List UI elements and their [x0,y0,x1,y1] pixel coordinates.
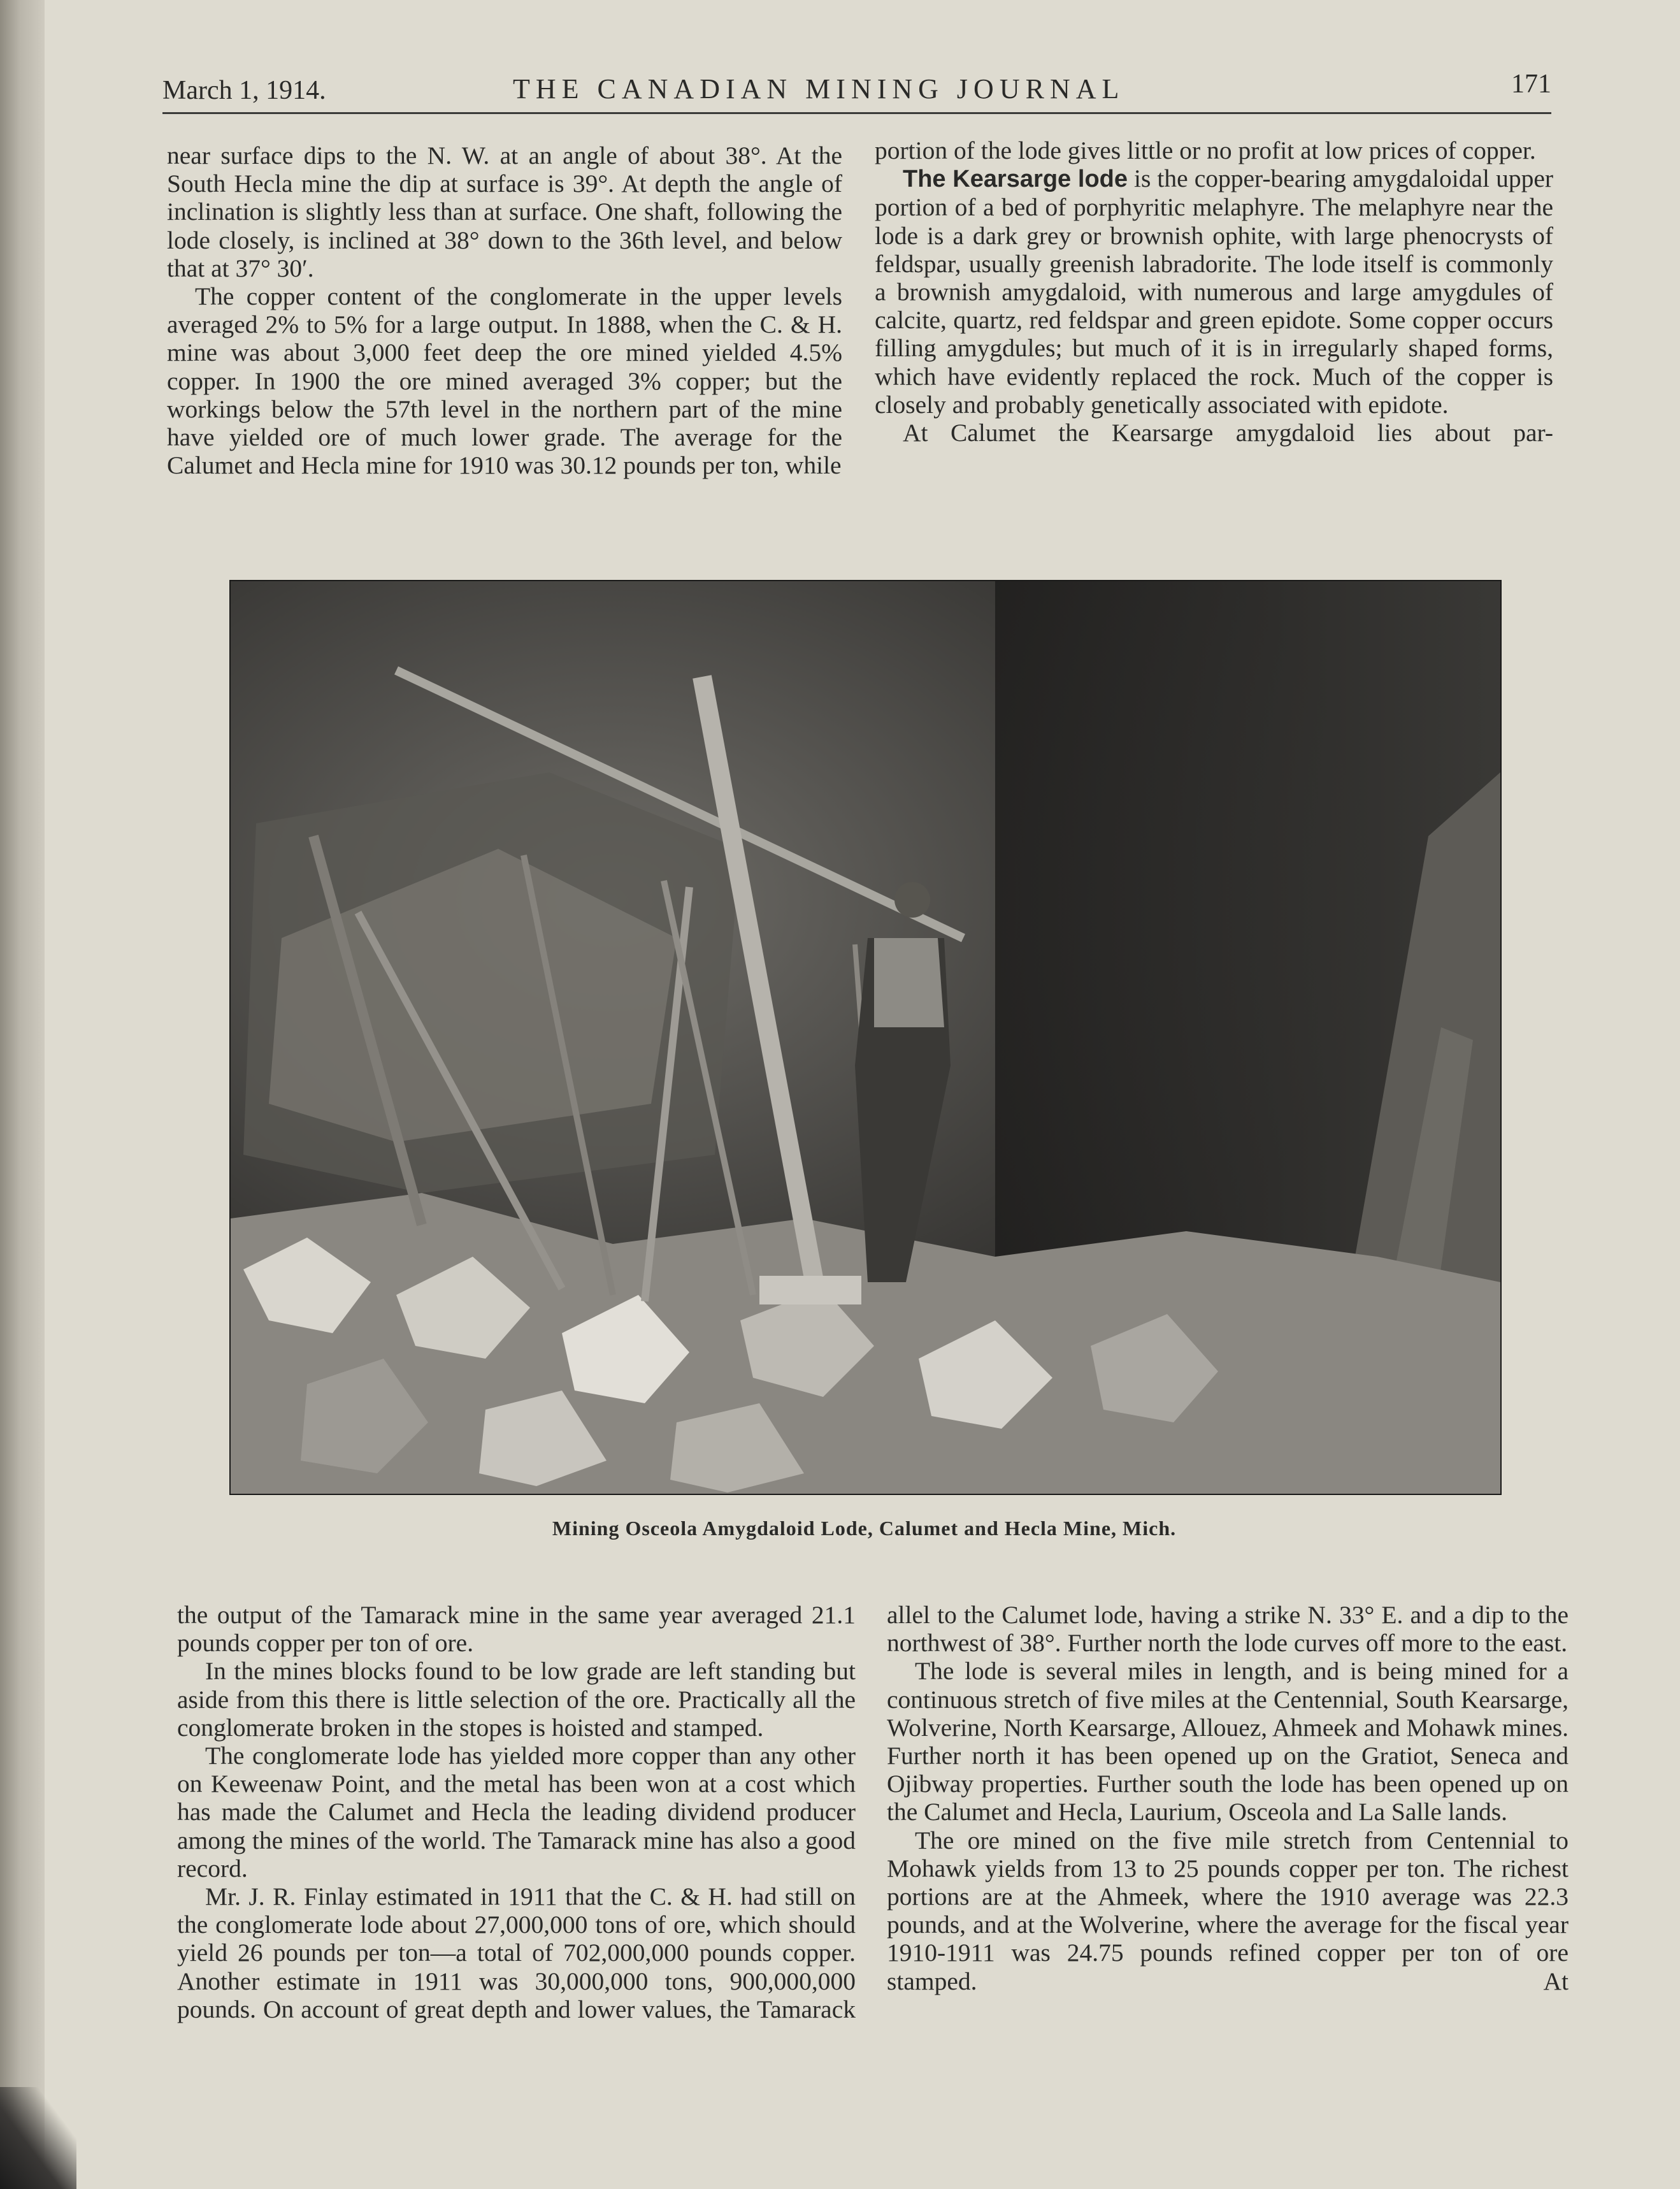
paragraph: The ore mined on the five mile stretch from Centennial to Mohawk yields from 13 to 25 pounds copper per ton. The richest portions are at the Ahmeek, where the 1910 average was 22.3 pounds, and at the Wolverine, where the average for the fiscal year 1910-1911 was 24.75 pounds refined copper per ton of ore stamped. At [887,1826,1569,1995]
paragraph: The conglomerate lode has yielded more copper than any other on Keweenaw Point, and the metal has been won at a cost which has made the Calumet and Hecla the leading dividend producer among the mines of the world. The Tamarack mine has also a good record. [177,1742,856,1882]
top-left-column [167,141,842,479]
running-head [162,69,1551,113]
paragraph: The lode is several miles in length, and is being mined for a continuous stretch of five miles at the Centennial, South Kearsarge, Wolverine, North Kearsarge, Allouez, Ahmeek and Mohawk mines. Further north it has been opened up on the Gratiot, Seneca and Ojibway properties. Further south the lode has been opened up on the Calumet and Hecla, Laurium, Osceola and La Salle lands. [887,1657,1569,1826]
paragraph: At Calumet the Kearsarge amygdaloid lies about par- [903,419,1553,447]
mine-photograph [229,580,1502,1495]
section-heading: The Kearsarge lode [903,166,1128,193]
mine-photo-illustration [231,581,1500,1494]
paragraph: Mr. J. R. Finlay estimated in 1911 that the C. & H. had still on the conglomerate lode about 27,000,000 tons of ore, which should yield 26 pounds per ton—a total of 702,000,000 pounds copper. Another estimate in 1911 was 30,000,000 tons, 900,000,000 pounds. On account of great depth and lower values, the Tamarack [177,1882,856,2023]
page-number: 171 [1511,69,1551,99]
binding-shadow [0,2087,76,2189]
paragraph: The copper content of the conglomerate in the upper levels averaged 2% to 5% for a large output. In 1888, when the C. & H. mine was about 3,000 feet deep the ore mined yielded 4.5% copper. In 1900 the ore mined averaged 3% copper; but the workings below the 57th level in the northern part of the mine have yielded ore of much lower grade. The average for the Calumet and Hecla mine for 1910 was 30.12 pounds per ton, while [167,282,842,480]
journal-title: THE CANADIAN MINING JOURNAL [513,73,1125,105]
header-rule [162,112,1551,114]
bottom-right-column [887,1601,1569,1995]
paragraph: near surface dips to the N. W. at an angle of about 38°. At the South Hecla mine the dip at surface is 39°. At depth the angle of inclination is slightly less than at surface. One shaft, following the lode closely, is inclined at 38° down to the 36th level, and below that at 37° 30′. [167,141,842,282]
paragraph: allel to the Calumet lode, having a strike N. 33° E. and a dip to the northwest of 38°. Further north the lode curves off more to the east. [887,1601,1569,1658]
paragraph: In the mines blocks found to be low grade are left standing but aside from this there is little selection of the ore. Practically all the conglomerate broken in the stopes is hoisted and stamped. [177,1657,856,1742]
book-spine [0,0,45,2189]
issue-date: March 1, 1914. [162,76,326,105]
photo-caption: Mining Osceola Amygdaloid Lode, Calumet and Hecla Mine, Mich. [552,1517,1177,1540]
paragraph: the output of the Tamarack mine in the same year averaged 21.1 pounds copper per ton of ore. [177,1601,856,1658]
paragraph-text: is the copper-bearing amygdaloidal upper portion of a bed of porphyritic melaphyre. The melaphyre near the lode is a dark grey or brownish ophite, with large phenocrysts of feldspar, usually greenish labradorite. The lode itself is commonly a brownish amygdaloid, with numerous and large amygdules of calcite, quartz, red feldspar and green epidote. Some copper occurs filling amygdules; but much of it is in irregularly shaped forms, which have evidently replaced the rock. Much of the copper is closely and probably genetically associated with epidote. [875,164,1553,419]
bottom-left-column [177,1601,856,2023]
top-right-column [875,136,1553,447]
paragraph [875,164,1553,419]
paragraph: portion of the lode gives little or no profit at low prices of copper. [875,136,1536,164]
